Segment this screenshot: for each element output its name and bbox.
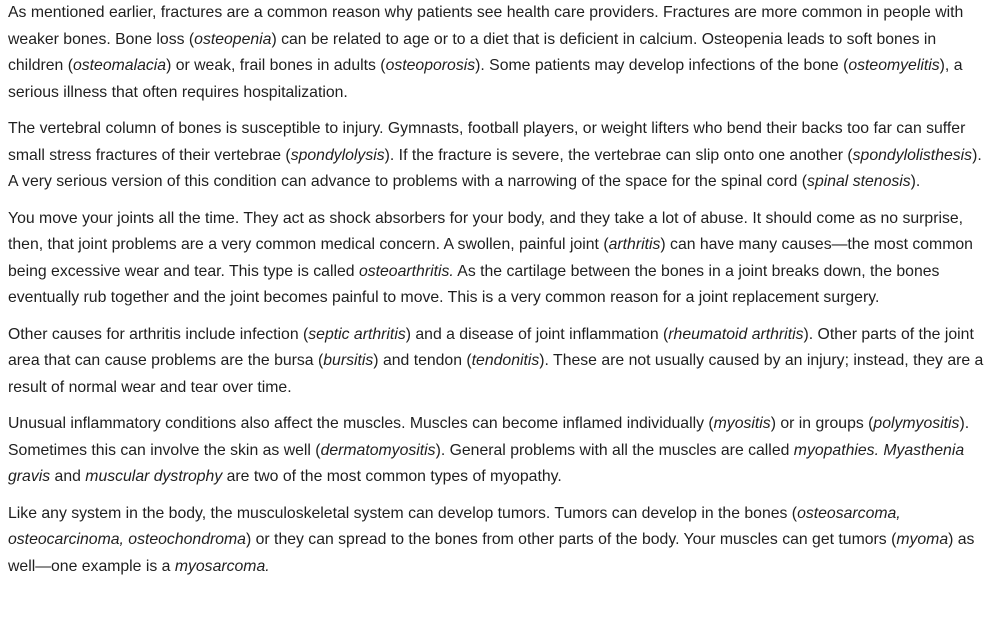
text-run: ). [910, 173, 921, 190]
text-run: ) or in groups ( [770, 415, 874, 432]
medical-term: spondylolysis [290, 146, 385, 164]
text-run: Other causes for arthritis include infection ( [8, 325, 309, 343]
paragraph-muscle-inflammation [8, 411, 994, 491]
paragraph-arthritis-causes [8, 322, 994, 402]
text-run: As the cartilage between the bones in a joint breaks down, the bones eventually rub together and the joint becomes painful to move. This is a very common reason for a joint replacement surgery. [8, 262, 940, 306]
text-run: ) can be related to age or to a diet that is deficient in calcium. Osteopenia leads to soft bones in children ( [8, 30, 937, 74]
medical-term: rheumatoid arthritis [668, 325, 804, 343]
medical-term: myosarcoma. [174, 557, 270, 575]
medical-term: tendonitis [471, 352, 540, 369]
text-run: ) can have many causes—the most common being excessive wear and tear. This type is called [8, 236, 973, 280]
paragraph-vertebral-column [8, 116, 994, 196]
text-run: ) and tendon ( [373, 352, 472, 369]
medical-term: myoma [896, 531, 949, 548]
medical-term: dermatomyositis [320, 441, 436, 459]
medical-term: myopathies. Myasthenia gravis [8, 441, 965, 485]
medical-term: arthritis [608, 236, 661, 253]
text-run: ). General problems with all the muscles are called [435, 441, 794, 459]
medical-term: muscular dystrophy [85, 468, 223, 485]
text-run: ). Some patients may develop infections of the bone ( [475, 57, 849, 74]
paragraph-tumors [8, 501, 994, 581]
text-run: ). Other parts of the joint area that can cause problems are the bursa ( [8, 325, 974, 369]
text-run: and [50, 468, 86, 485]
text-run: You move your joints all the time. They act as shock absorbers for your body, and they take a lot of abuse. It should come as no surprise, then, that joint problems are a very common medical concern. A swollen, painful joint ( [8, 209, 964, 253]
paragraph-fractures [8, 0, 994, 106]
medical-term: spinal stenosis [807, 173, 911, 190]
text-run: ) or weak, frail bones in adults ( [166, 57, 386, 74]
text-run: ). If the fracture is severe, the vertebrae can slip onto one another ( [384, 146, 853, 164]
medical-term: osteomalacia [72, 57, 167, 74]
medical-term: osteoporosis [385, 57, 476, 74]
medical-term: osteoarthritis. [358, 262, 454, 280]
medical-term: bursitis [323, 352, 374, 369]
medical-term: osteosarcoma, osteocarcinoma, osteochondroma [8, 504, 901, 548]
text-run: Like any system in the body, the musculoskeletal system can develop tumors. Tumors can develop in the bones ( [8, 504, 798, 522]
medical-term: spondylolisthesis [852, 146, 973, 164]
text-run: ) as well—one example is a [8, 531, 975, 575]
text-run: ). Sometimes this can involve the skin as well ( [8, 415, 970, 459]
text-run: ). A very serious version of this condition can advance to problems with a narrowing of the space for the spinal cord ( [8, 146, 982, 190]
text-run: ) and a disease of joint inflammation ( [405, 325, 669, 343]
text-run: ) or they can spread to the bones from other parts of the body. Your muscles can get tumors ( [245, 531, 897, 548]
medical-term: polymyositis [873, 415, 960, 432]
text-run: ). These are not usually caused by an injury; instead, they are a result of normal wear and tear over time. [8, 352, 984, 396]
medical-term: osteopenia [194, 30, 272, 48]
text-run: Unusual inflammatory conditions also affect the muscles. Muscles can become inflamed individually ( [8, 415, 714, 432]
text-run: The vertebral column of bones is susceptible to injury. Gymnasts, football players, or weight lifters who bend their backs too far can suffer small stress fractures of their vertebrae ( [8, 120, 966, 164]
medical-term: myositis [713, 415, 771, 432]
medical-term: osteomyelitis [848, 57, 940, 74]
text-run: ), a serious illness that often requires hospitalization. [8, 57, 963, 101]
medical-term: septic arthritis [308, 325, 406, 343]
text-run: are two of the most common types of myopathy. [222, 468, 562, 485]
text-run: As mentioned earlier, fractures are a common reason why patients see health care providers. Fractures are more common in people with weaker bones. Bone loss ( [8, 4, 964, 48]
paragraph-joints [8, 206, 994, 312]
